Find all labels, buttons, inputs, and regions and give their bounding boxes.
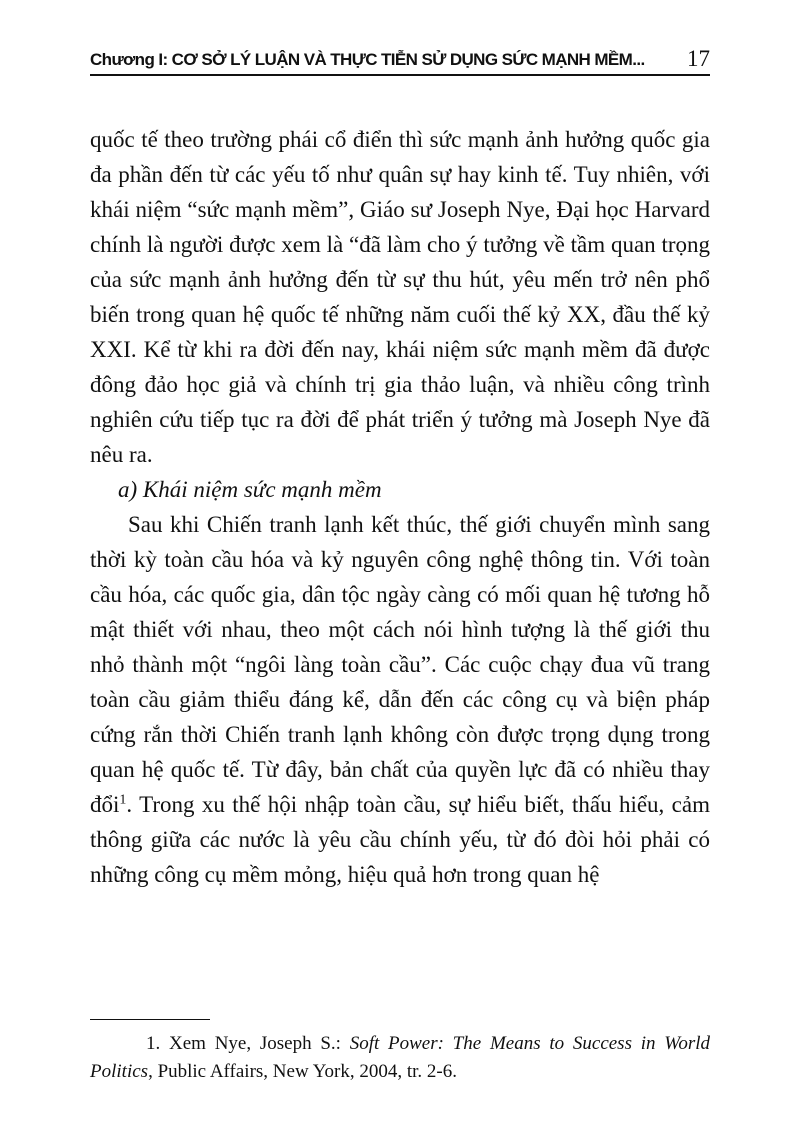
footnote-book-title: Soft Power: The Means to Success in World Politics xyxy=(90,1033,711,1082)
paragraph-text: Sau khi Chiến tranh lạnh kết thúc, thế giới chuyển mình sang thời kỳ toàn cầu hóa và kỷ nguyên công nghệ thông tin. Với toàn cầu hóa, các quốc gia, dân tộc ngày càng có mối quan hệ tương hỗ mật thiết với nhau, theo một cách nói hình tượng là thế giới thu nhỏ thành một “ngôi làng toàn cầu”. Các cuộc chạy đua vũ trang toàn cầu giảm thiểu đáng kể, dẫn đến các công cụ và biện pháp cứng rắn thời Chiến tranh lạnh không còn được trọng dụng trong quan hệ quốc tế. Từ đây, bản chất của quyền lực đã có nhiều thay đổi xyxy=(90,512,710,817)
section-heading: a) Khái niệm sức mạnh mềm xyxy=(118,477,382,502)
page-number: 17 xyxy=(687,46,710,71)
footnote-prefix: 1. Xem Nye, Joseph S.: xyxy=(146,1033,350,1054)
footnote xyxy=(90,1030,710,1086)
footnote-suffix: , Public Affairs, New York, 2004, tr. 2-6. xyxy=(148,1061,457,1082)
footnote-reference[interactable]: 1 xyxy=(119,792,127,808)
paragraph-text-continued: . Trong xu thế hội nhập toàn cầu, sự hiểu biết, thấu hiểu, cảm thông giữa các nước là yêu cầu chính yếu, từ đó đòi hỏi phải có những công cụ mềm mỏng, hiệu quả hơn trong quan hệ xyxy=(90,792,710,887)
paragraph-continued: quốc tế theo trường phái cổ điển thì sức mạnh ảnh hưởng quốc gia đa phần đến từ các yếu tố như quân sự hay kinh tế. Tuy nhiên, với khái niệm “sức mạnh mềm”, Giáo sư Joseph Nye, Đại học Harvard chính là người được xem là “đã làm cho ý tưởng về tầm quan trọng của sức mạnh ảnh hưởng đến từ sự thu hút, yêu mến trở nên phổ biến trong quan hệ quốc tế những năm cuối thế kỷ XX, đầu thế kỷ XXI. Kể từ khi ra đời đến nay, khái niệm sức mạnh mềm đã được đông đảo học giả và chính trị gia thảo luận, và nhiều công trình nghiên cứu tiếp tục ra đời để phát triển ý tưởng mà Joseph Nye đã nêu ra. xyxy=(90,127,710,467)
footnote-text xyxy=(90,1030,710,1086)
main-text xyxy=(90,122,710,892)
footnote-divider xyxy=(90,1019,210,1020)
running-header xyxy=(90,44,710,76)
paragraph xyxy=(90,507,710,892)
chapter-title: Chương I: CƠ SỞ LÝ LUẬN VÀ THỰC TIỄN SỬ DỤNG SỨC MẠNH MỀM... xyxy=(90,50,645,69)
